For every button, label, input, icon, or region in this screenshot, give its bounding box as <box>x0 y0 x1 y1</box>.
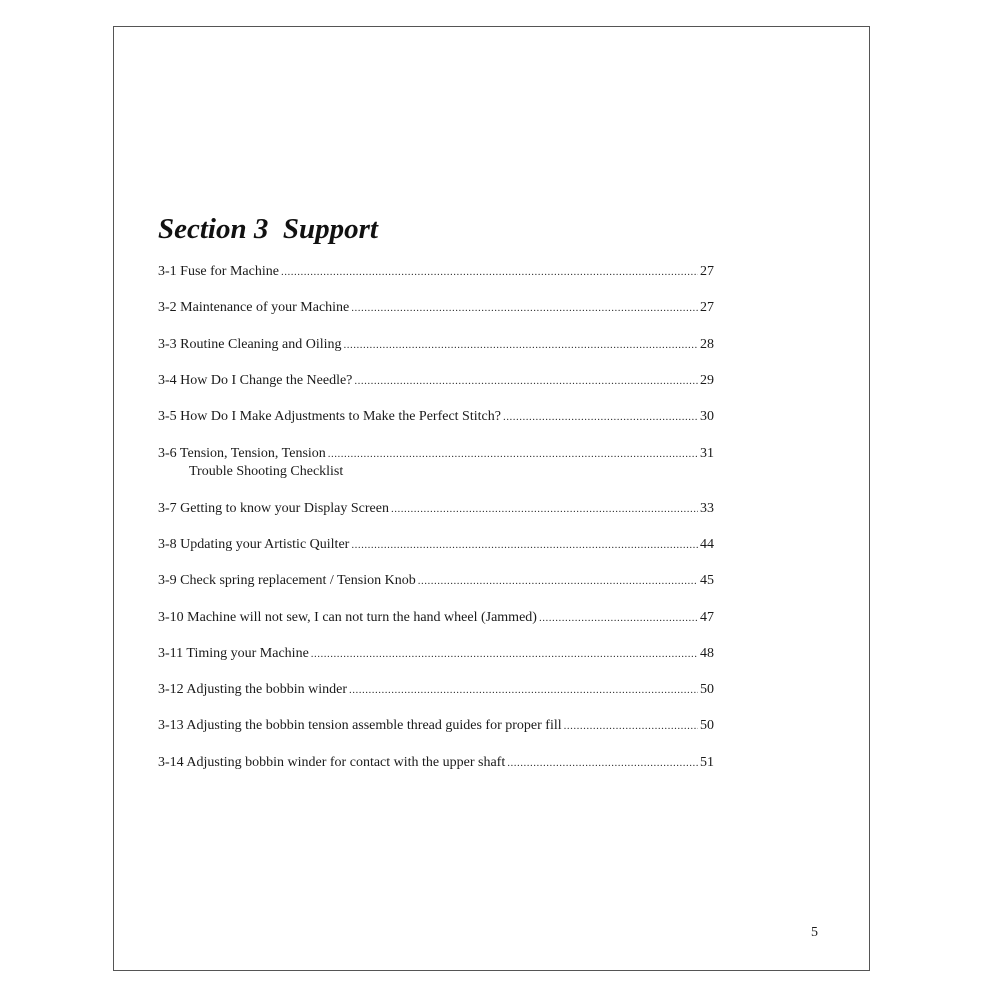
dot-leader <box>503 408 698 426</box>
toc-entry-page: 30 <box>700 409 714 424</box>
toc-entry-title: Adjusting bobbin winder for contact with the upper shaft <box>186 755 506 770</box>
toc-entry-page: 27 <box>700 264 714 279</box>
toc-entry-title: Adjusting the bobbin winder <box>186 682 348 697</box>
toc-entry-3-14[interactable] <box>158 754 714 772</box>
toc-entry-title: Fuse for Machine <box>180 264 279 279</box>
dot-leader <box>391 500 698 518</box>
toc-entry-title: Tension, Tension, Tension <box>179 446 326 461</box>
toc-entry-3-10[interactable] <box>158 609 714 627</box>
toc-entry-page: 47 <box>700 610 714 625</box>
toc-entry-number: 3-3 <box>158 337 177 352</box>
toc-entry-page: 28 <box>700 337 714 352</box>
toc-entry-number: 3-8 <box>158 537 177 552</box>
toc-entry-number: 3-7 <box>158 501 177 516</box>
toc-entry-number: 3-13 <box>158 718 184 733</box>
toc-entry-3-2[interactable] <box>158 299 714 317</box>
toc-entry-page: 29 <box>700 373 714 388</box>
toc-entry-number: 3-14 <box>158 755 184 770</box>
toc-entry-page: 51 <box>700 755 714 770</box>
toc-entry-subtitle: Trouble Shooting Checklist <box>189 464 344 479</box>
dot-leader <box>328 445 698 463</box>
toc-entry-3-12[interactable] <box>158 681 714 699</box>
toc-entry-title: Timing your Machine <box>186 646 309 661</box>
dot-leader <box>354 372 698 390</box>
toc-entry-page: 27 <box>700 300 714 315</box>
document-page <box>113 26 870 971</box>
toc-entry-3-7[interactable] <box>158 500 714 518</box>
dot-leader <box>539 609 698 627</box>
toc-entry-3-11[interactable] <box>158 645 714 663</box>
dot-leader <box>349 681 698 699</box>
toc-entry-page: 50 <box>700 718 714 733</box>
toc-entry-3-1[interactable] <box>158 263 714 281</box>
toc-entry-number: 3-10 <box>158 610 184 625</box>
dot-leader <box>507 754 698 772</box>
dot-leader <box>564 717 698 735</box>
toc-entry-page: 33 <box>700 501 714 516</box>
toc-entry-3-9[interactable] <box>158 572 714 590</box>
toc-entry-3-13[interactable] <box>158 717 714 735</box>
toc-entry-number: 3-5 <box>158 409 177 424</box>
toc-entry-number: 3-1 <box>158 264 177 279</box>
toc-entry-title: Routine Cleaning and Oiling <box>180 337 342 352</box>
toc-entry-page: 31 <box>700 446 714 461</box>
toc-entry-number: 3-2 <box>158 300 177 315</box>
toc-entry-number: 3-11 <box>158 646 184 661</box>
toc-entry-page: 45 <box>700 573 714 588</box>
toc-entry-3-5[interactable] <box>158 408 714 426</box>
toc-entry-3-6[interactable] <box>158 445 714 481</box>
toc-entry-page: 48 <box>700 646 714 661</box>
toc-entry-page: 44 <box>700 537 714 552</box>
dot-leader <box>418 572 698 590</box>
dot-leader <box>344 336 698 354</box>
dot-leader <box>281 263 698 281</box>
toc-entry-3-3[interactable] <box>158 336 714 354</box>
toc-entry-number: 3-12 <box>158 682 184 697</box>
toc-entry-title: How Do I Make Adjustments to Make the Perfect Stitch? <box>180 409 501 424</box>
section-title: Section 3 Support <box>158 213 378 245</box>
toc-entry-title: Getting to know your Display Screen <box>180 501 389 516</box>
dot-leader <box>351 536 698 554</box>
toc-entry-3-4[interactable] <box>158 372 714 390</box>
toc-entry-number: 3-4 <box>158 373 177 388</box>
dot-leader <box>351 299 698 317</box>
dot-leader <box>311 645 698 663</box>
toc-entry-number: 3-9 <box>158 573 177 588</box>
toc-entry-title: Adjusting the bobbin tension assemble thread guides for proper fill <box>186 718 562 733</box>
page-number: 5 <box>811 925 818 940</box>
toc-entry-page: 50 <box>700 682 714 697</box>
toc-entry-title: How Do I Change the Needle? <box>180 373 353 388</box>
toc-entry-title: Maintenance of your Machine <box>180 300 350 315</box>
toc-entry-number: 3-6 <box>158 446 177 461</box>
toc-entry-title: Updating your Artistic Quilter <box>180 537 350 552</box>
toc-entry-3-8[interactable] <box>158 536 714 554</box>
toc-entry-title: Check spring replacement / Tension Knob <box>180 573 416 588</box>
toc-entry-title: Machine will not sew, I can not turn the hand wheel (Jammed) <box>187 610 537 625</box>
